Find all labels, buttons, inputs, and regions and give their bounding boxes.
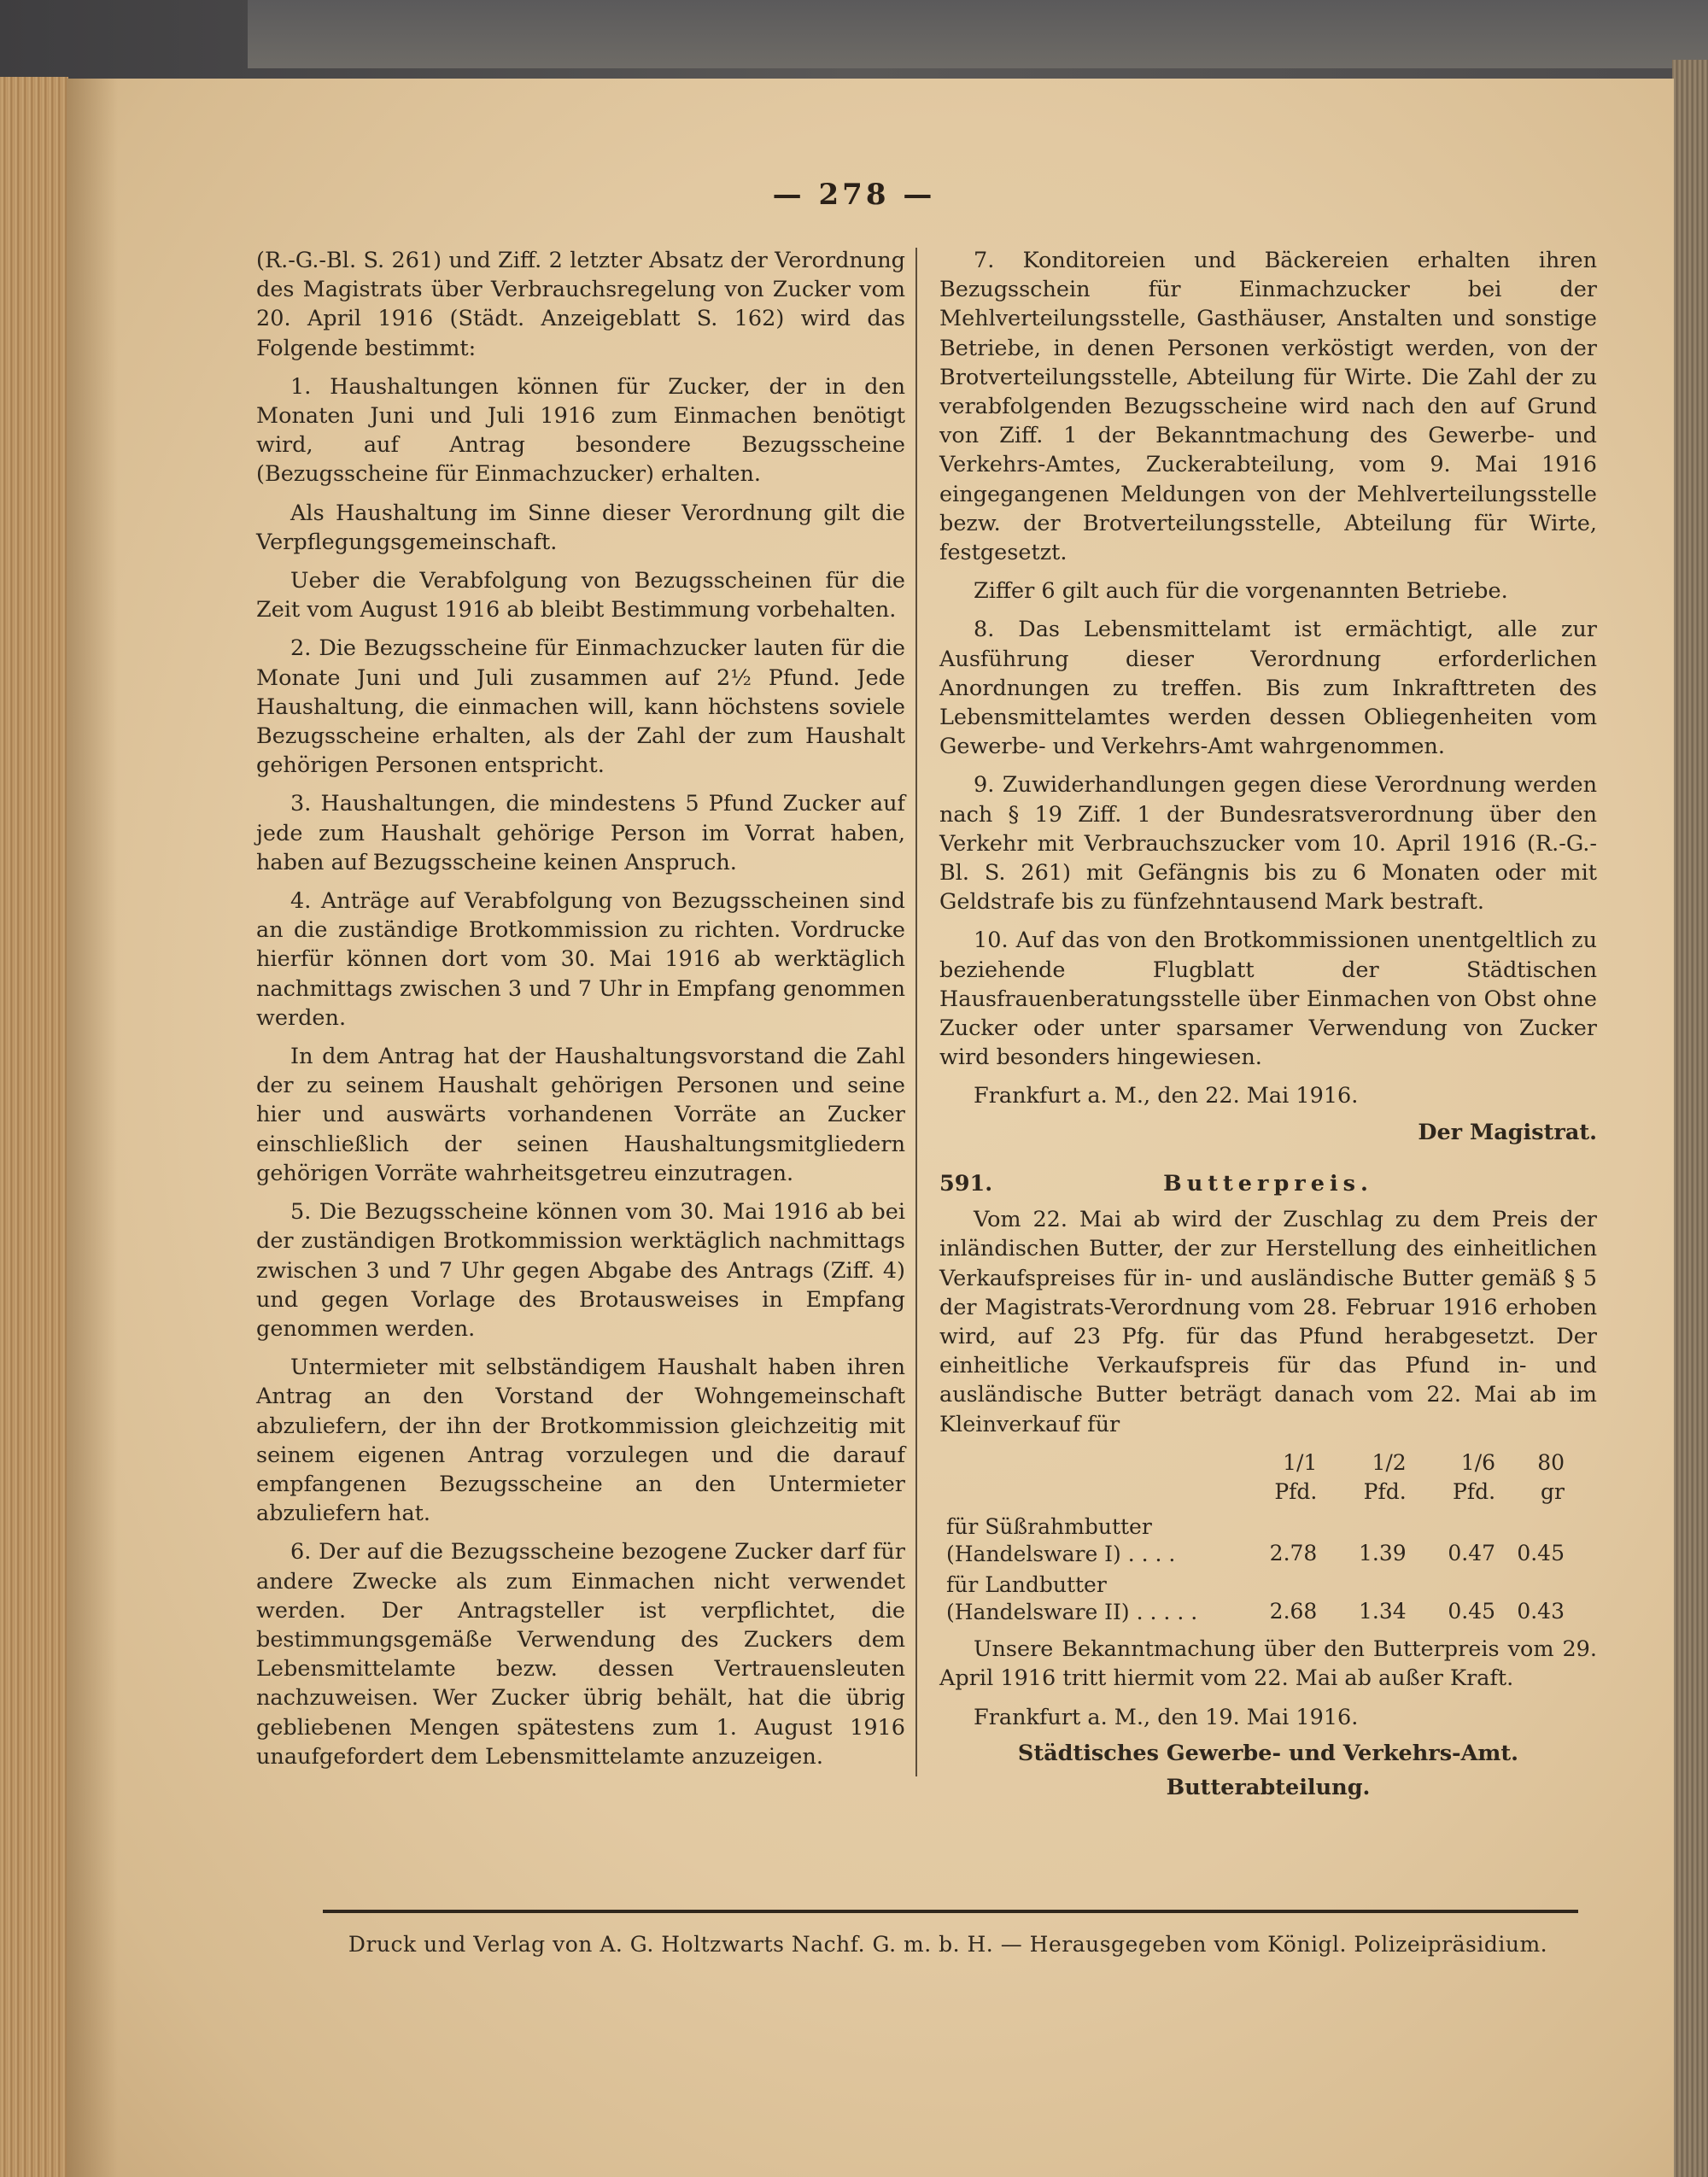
paragraph: In dem Antrag hat der Haushaltungsvorstand die Zahl der zu seinem Haushalt gehörigen Personen und seine hier und auswärts vorhandenen Vorräte an Zucker einschließlich der seinen Haushaltungsmitgliedern gehörigen Vorräte wahrheitsgetreu einzutragen. — [256, 1044, 905, 1186]
page-stack-right — [1672, 60, 1708, 2177]
price-table-header-cell: 1/1 Pfd. — [1274, 1449, 1318, 1504]
paragraph: Unsere Bekanntmachung über den Butterpreis vom 29. April 1916 tritt hiermit vom 22. Mai ab außer Kraft. — [939, 1636, 1597, 1692]
place-date: Frankfurt a. M., den 19. Mai 1916. — [974, 1704, 1359, 1730]
price-cell: 0.45 — [1517, 1540, 1565, 1565]
imprint-footer: Druck und Verlag von A. G. Holtzwarts Nachf. G. m. b. H. — Herausgegeben vom Königl. Polizeipräsidium. — [348, 1932, 1548, 1957]
page-number: — 278 — — [772, 178, 936, 212]
cover-top-edge — [248, 0, 1708, 68]
paragraph: 3. Haushaltungen, die mindestens 5 Pfund Zucker auf jede zum Haushalt gehörige Person im Vorrat haben, haben auf Bezugsscheine keinen Anspruch. — [256, 791, 905, 875]
paragraph: 9. Zuwiderhandlungen gegen diese Verordnung werden nach § 19 Ziff. 1 der Bundesratsverordnung über den Verkehr mit Verbrauchszucker vom 10. April 1916 (R.-G.-Bl. S. 261) mit Gefängnis bis zu 6 Monaten oder mit Geldstrafe bis zu fünfzehntausend Mark bestraft. — [939, 772, 1597, 916]
page-stack-left — [0, 77, 68, 2177]
paragraph: 7. Konditoreien und Bäckereien erhalten ihren Bezugsschein für Einmachzucker bei der Mehlverteilungsstelle, Gasthäuser, Anstalten und sonstige Betriebe, in denen Personen verköstigt werden, von der Brotverteilungsstelle, Abteilung für Wirte. Die Zahl der zu verabfolgenden Bezugsscheine wird nach den auf Grund von Ziff. 1 der Bekanntmachung des Gewerbe- und Verkehrs-Amtes, Zuckerabteilung, vom 9. Mai 1916 eingegangenen Meldungen von der Mehlverteilungsstelle bezw. der Brotverteilungsstelle, Abteilung für Wirte, festgesetzt. — [939, 248, 1597, 566]
price-cell: 2.78 — [1269, 1540, 1318, 1565]
price-cell: 1.34 — [1359, 1598, 1407, 1624]
paragraph: 4. Anträge auf Verabfolgung von Bezugsscheinen sind an die zuständige Brotkommission zu richten. Vordrucke hierfür können dort vom 30. Mai 1916 ab werktäglich nachmittags zwischen 3 und 7 Uhr in Empfang genommen werden. — [256, 888, 905, 1031]
column-divider — [915, 248, 917, 1776]
section-heading — [939, 1169, 1597, 1198]
paragraph: 8. Das Lebensmittelamt ist ermächtigt, alle zur Ausführung dieser Verordnung erforderlichen Anordnungen zu treffen. Bis zum Inkrafttreten des Lebensmittelamtes werden dessen Obliegenheiten vom Gewerbe- und Verkehrs-Amt wahrgenommen. — [939, 617, 1597, 760]
paragraph: 6. Der auf die Bezugsscheine bezogene Zucker darf für andere Zwecke als zum Einmachen nicht verwendet werden. Der Antragsteller ist verpflichtet, die bestimmungsgemäße Verwendung des Zuckers dem Lebensmittelamte bezw. dessen Vertrauensleuten nachzuweisen. Wer Zucker übrig behält, hat die übrig gebliebenen Mengen spätestens zum 1. August 1916 unaufgefordert dem Lebensmittelamte anzuzeigen. — [256, 1539, 905, 1770]
paragraph: 1. Haushaltungen können für Zucker, der in den Monaten Juni und Juli 1916 zum Einmachen benötigt wird, auf Antrag besondere Bezugsscheine (Bezugsscheine für Einmachzucker) erhalten. — [256, 373, 905, 488]
paragraph: 2. Die Bezugsscheine für Einmachzucker lauten für die Monate Juni und Juli zusammen auf 2½ Pfund. Jede Haushaltung, die einmachen will, kann höchstens soviele Bezugsscheine erhalten, als der Zahl der zum Haushalt gehörigen Personen entspricht. — [256, 635, 905, 779]
price-table-header-cell: 1/2 Pfd. — [1363, 1449, 1407, 1504]
paragraph: Untermieter mit selbständigem Haushalt haben ihren Antrag an den Vorstand der Wohngemeinschaft abzuliefern, der ihn der Brotkommission gleichzeitig mit seinem eigenen Antrag vorzulegen und die darauf empfangenen Bezugsscheine an den Untermieter abzuliefern hat. — [256, 1355, 905, 1527]
price-row-label: für Landbutter (Handelsware II) . . . . . — [946, 1572, 1198, 1625]
gutter-shadow — [67, 79, 118, 2177]
price-cell: 0.47 — [1448, 1540, 1496, 1565]
paragraph: Als Haushaltung im Sinne dieser Verordnung gilt die Verpflegungsgemeinschaft. — [256, 500, 905, 555]
price-table-header-cell — [939, 1448, 1235, 1512]
section-number: 591. — [939, 1170, 993, 1197]
table-row — [939, 1512, 1571, 1570]
price-cell: 2.68 — [1269, 1598, 1318, 1624]
price-table-header-cell: 80 gr — [1537, 1449, 1565, 1504]
signature-butterabteilung: Butterabteilung. — [1166, 1774, 1371, 1800]
left-column — [256, 246, 905, 1781]
paragraph: Ueber die Verabfolgung von Bezugsscheinen für die Zeit vom August 1916 ab bleibt Bestimmung vorbehalten. — [256, 568, 905, 623]
section-title: Butterpreis. — [1163, 1170, 1373, 1197]
paragraph: Ziffer 6 gilt auch für die vorgenannten Betriebe. — [974, 578, 1508, 605]
price-table-header — [939, 1448, 1571, 1512]
paragraph: Vom 22. Mai ab wird der Zuschlag zu dem Preis der inländischen Butter, der zur Herstellung des einheitlichen Verkaufspreises für in- und ausländische Butter gemäß § 5 der Magistrats-Verordnung vom 28. Februar 1916 erhoben wird, auf 23 Pfg. für das Pfund herabgesetzt. Der einheitliche Verkaufspreis für das Pfund in- und ausländische Butter beträgt danach vom 22. Mai ab im Kleinverkauf für — [939, 1207, 1597, 1437]
place-date: Frankfurt a. M., den 22. Mai 1916. — [974, 1083, 1359, 1109]
signature-magistrat: Der Magistrat. — [1418, 1119, 1597, 1145]
price-cell: 0.45 — [1448, 1598, 1496, 1624]
price-cell: 1.39 — [1359, 1540, 1407, 1565]
price-table-header-cell: 1/6 Pfd. — [1453, 1449, 1496, 1504]
paragraph: (R.-G.-Bl. S. 261) und Ziff. 2 letzter Absatz der Verordnung des Magistrats über Verbrauchsregelung von Zucker vom 20. April 1916 (Städt. Anzeigeblatt S. 162) wird das Folgende bestimmt: — [256, 248, 905, 361]
price-row-label: für Süßrahmbutter (Handelsware I) . . . . — [946, 1514, 1176, 1567]
price-table — [939, 1448, 1571, 1628]
right-column — [939, 246, 1597, 1807]
paragraph: 5. Die Bezugsscheine können vom 30. Mai 1916 ab bei der zuständigen Brotkommission werktäglich nachmittags zwischen 3 und 7 Uhr gegen Abgabe des Antrags (Ziff. 4) und gegen Vorlage des Brotausweises in Empfang genommen werden. — [256, 1199, 905, 1342]
price-cell: 0.43 — [1517, 1598, 1565, 1624]
paragraph: 10. Auf das von den Brotkommissionen unentgeltlich zu beziehende Flugblatt der Städtischen Hausfrauenberatungsstelle über Einmachen von Obst ohne Zucker oder unter sparsamer Verwendung von Zucker wird besonders hingewiesen. — [939, 928, 1597, 1071]
table-row — [939, 1570, 1571, 1628]
footer-rule — [323, 1910, 1578, 1913]
signature-gewerbe-amt: Städtisches Gewerbe- und Verkehrs-Amt. — [1017, 1740, 1519, 1766]
